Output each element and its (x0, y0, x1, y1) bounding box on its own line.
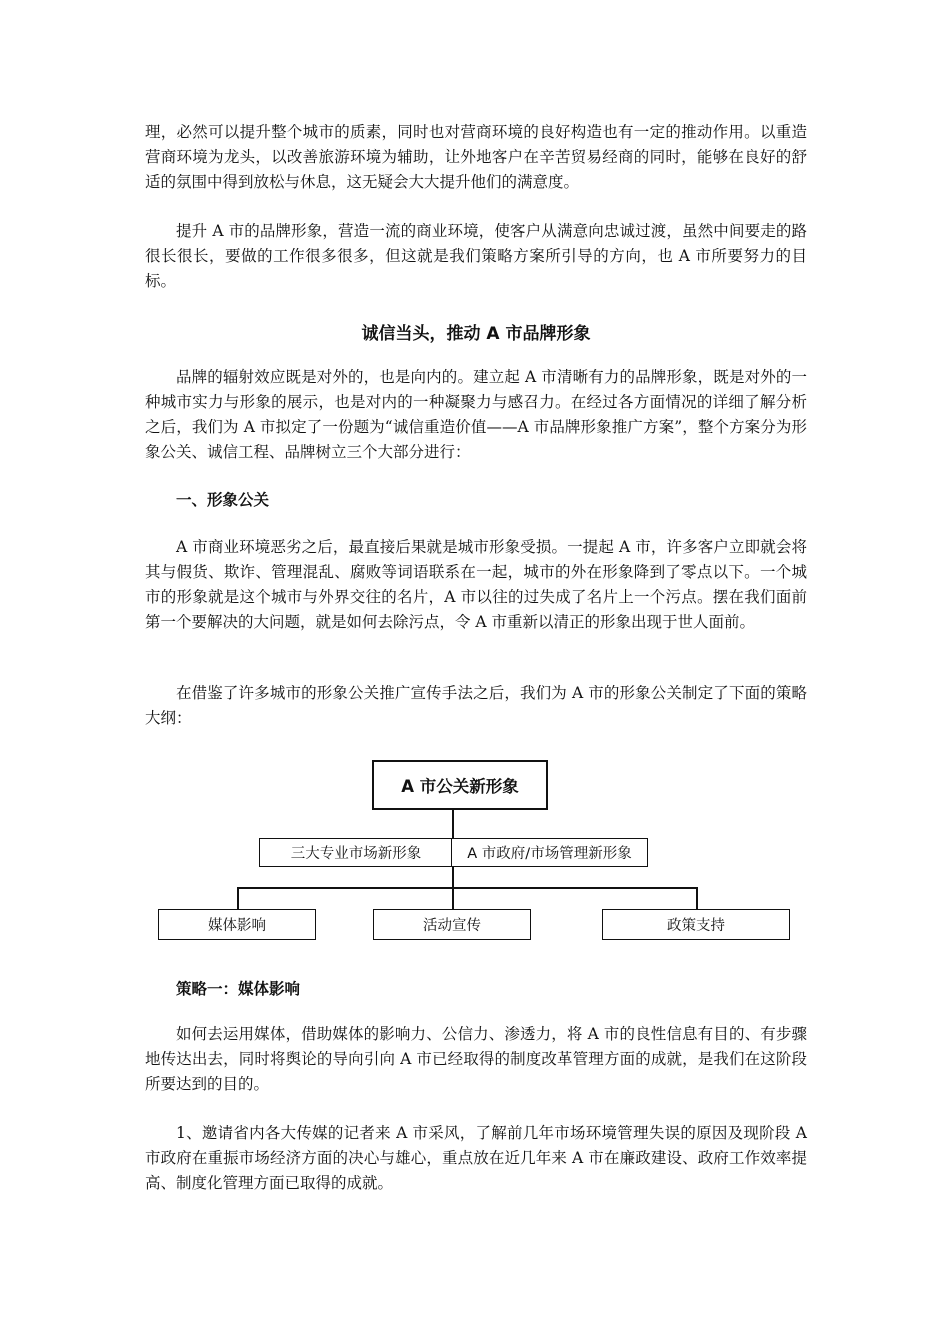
org-box-policy (602, 909, 790, 940)
paragraph-brand-goal: 提升 A 市的品牌形象，营造一流的商业环境，使客户从满意向忠诚过渡，虽然中间要走的路很长很长，要做的工作很多很多，但这就是我们策略方案所引导的方向，也 A 市所要努力的目标。 (145, 222, 807, 290)
org-root-box (372, 760, 548, 810)
strategy-1-title: 策略一：媒体影响 (176, 980, 301, 998)
org-label-media: 媒体影响 (208, 918, 266, 934)
connector-level2-down (452, 867, 454, 888)
org-box-events (373, 909, 531, 940)
paragraph-media-purpose: 如何去运用媒体，借助媒体的影响力、公信力、渗透力，将 A 市的良性信息有目的、有步骤地传达出去，同时将舆论的导向引向 A 市已经取得的制度改革管理方面的成就，是我们在这阶段所要达到的目的。 (145, 1025, 807, 1093)
org-box-media (158, 909, 316, 940)
org-box-government (451, 838, 648, 867)
section-title: 诚信当头，推动 A 市品牌形象 (361, 324, 591, 344)
connector-horizontal-bar (237, 887, 697, 889)
org-label-events: 活动宣传 (423, 918, 481, 934)
paragraph-strategy-outline: 在借鉴了许多城市的形象公关推广宣传手法之后，我们为 A 市的形象公关制定了下面的策略大纲： (145, 684, 807, 727)
subsection-title-image-pr: 一、形象公关 (176, 491, 270, 509)
connector-root-down (452, 810, 454, 838)
connector-left-drop (237, 887, 239, 909)
org-label-policy: 政策支持 (667, 918, 725, 934)
connector-center-drop (452, 887, 454, 909)
paragraph-city-image: A 市商业环境恶劣之后，最直接后果就是城市形象受损。一提起 A 市，许多客户立即就会将其与假货、欺诈、管理混乱、腐败等词语联系在一起，城市的外在形象降到了零点以下。一个城市的形象就是这个城市与外界交往的名片，A 市以往的过失成了名片上一个污点。摆在我们面前第一个要解决的大问题，就是如何去除污点，令 A 市重新以清正的形象出现于世人面前。 (145, 538, 807, 631)
org-box-markets (259, 838, 453, 867)
paragraph-intro: 品牌的辐射效应既是对外的，也是向内的。建立起 A 市清晰有力的品牌形象，既是对外的一种城市实力与形象的展示，也是对内的一种凝聚力与感召力。在经过各方面情况的详细了解分析之后，我们为 A 市拟定了一份题为“诚信重造价值——A 市品牌形象推广方案”，整个方案分为形象公关、诚信工程、品牌树立三个大部分进行： (145, 368, 807, 461)
connector-right-drop (696, 887, 698, 909)
org-root-label: A 市公关新形象 (401, 777, 519, 796)
org-label-government: A 市政府/市场管理新形象 (467, 846, 632, 862)
paragraph-media-step-1: 1、邀请省内各大传媒的记者来 A 市采风，了解前几年市场环境管理失误的原因及现阶段 A 市政府在重振市场经济方面的决心与雄心，重点放在近几年来 A 市在廉政建设、政府工作效率提高、制度化管理方面已取得的成就。 (145, 1124, 807, 1192)
paragraph-opening-continued: 理，必然可以提升整个城市的质素，同时也对营商环境的良好构造也有一定的推动作用。以重造营商环境为龙头，以改善旅游环境为辅助，让外地客户在辛苦贸易经商的同时，能够在良好的舒适的氛围中得到放松与休息，这无疑会大大提升他们的满意度。 (145, 123, 807, 191)
org-label-markets: 三大专业市场新形象 (290, 846, 422, 862)
